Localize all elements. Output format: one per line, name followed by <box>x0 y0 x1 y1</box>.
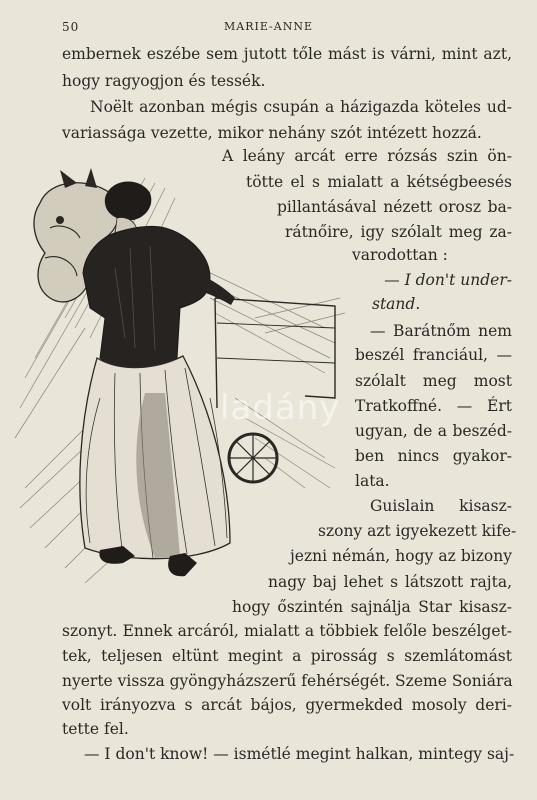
text-line: szonyt. Ennek arcáról, mialatt a többiek felőle beszélget- <box>62 622 512 640</box>
text-line: jezni némán, hogy az bizony <box>290 547 512 565</box>
text-line: tette fel. <box>62 720 129 738</box>
text-line: embernek eszébe sem jutott tőle mást is várni, mint azt, <box>62 45 512 63</box>
text-line: ben nincs gyakor- <box>355 447 512 465</box>
watermark: ladány <box>220 388 341 428</box>
page-number: 50 <box>62 20 80 34</box>
text-line: szony azt igyekezett kife- <box>318 522 517 540</box>
text-line: pillantásával nézett orosz ba- <box>277 198 512 216</box>
text-line: A leány arcát erre rózsás szin ön- <box>222 147 512 165</box>
text-line: Noëlt azonban mégis csupán a házigazda köteles ud- <box>90 98 512 116</box>
text-line: tek, teljesen eltünt megint a pirosság s szemlátomást <box>62 647 512 665</box>
text-line: — Barátnőm nem <box>370 322 512 340</box>
text-line: volt irányozva s arcát bájos, gyermekded mosoly deri- <box>62 696 512 714</box>
text-line: stand. <box>372 295 421 313</box>
text-line: hogy ragyogjon és tessék. <box>62 72 266 90</box>
text-line: nagy baj lehet s látszott rajta, <box>268 573 512 591</box>
woman-with-horse-illustration <box>5 158 350 613</box>
text-line: varodottan : <box>352 246 448 264</box>
text-line: rátnőire, igy szólalt meg za- <box>285 223 512 241</box>
text-line: lata. <box>355 472 390 490</box>
text-line: szólalt meg most <box>355 372 512 390</box>
text-line: — I don't under- <box>384 271 512 289</box>
text-line: tötte el s mialatt a kétségbeesés <box>246 173 512 191</box>
text-line: Guislain kisasz- <box>370 497 512 515</box>
page-header <box>0 20 537 40</box>
text-line: variassága vezette, mikor nehány szót intézett hozzá. <box>62 124 482 142</box>
text-line: ugyan, de a beszéd- <box>355 422 512 440</box>
text-line: beszél franciául, — <box>355 346 512 364</box>
text-line: — I don't know! — ismétlé megint halkan, mintegy saj- <box>84 745 515 763</box>
running-title: MARIE-ANNE <box>223 20 313 33</box>
text-line: Tratkoffné. — Ért <box>355 397 512 415</box>
text-line: hogy őszintén sajnálja Star kisasz- <box>232 598 512 616</box>
text-line: nyerte vissza gyöngyházszerű fehérségét. Szeme Soniára <box>62 672 513 690</box>
